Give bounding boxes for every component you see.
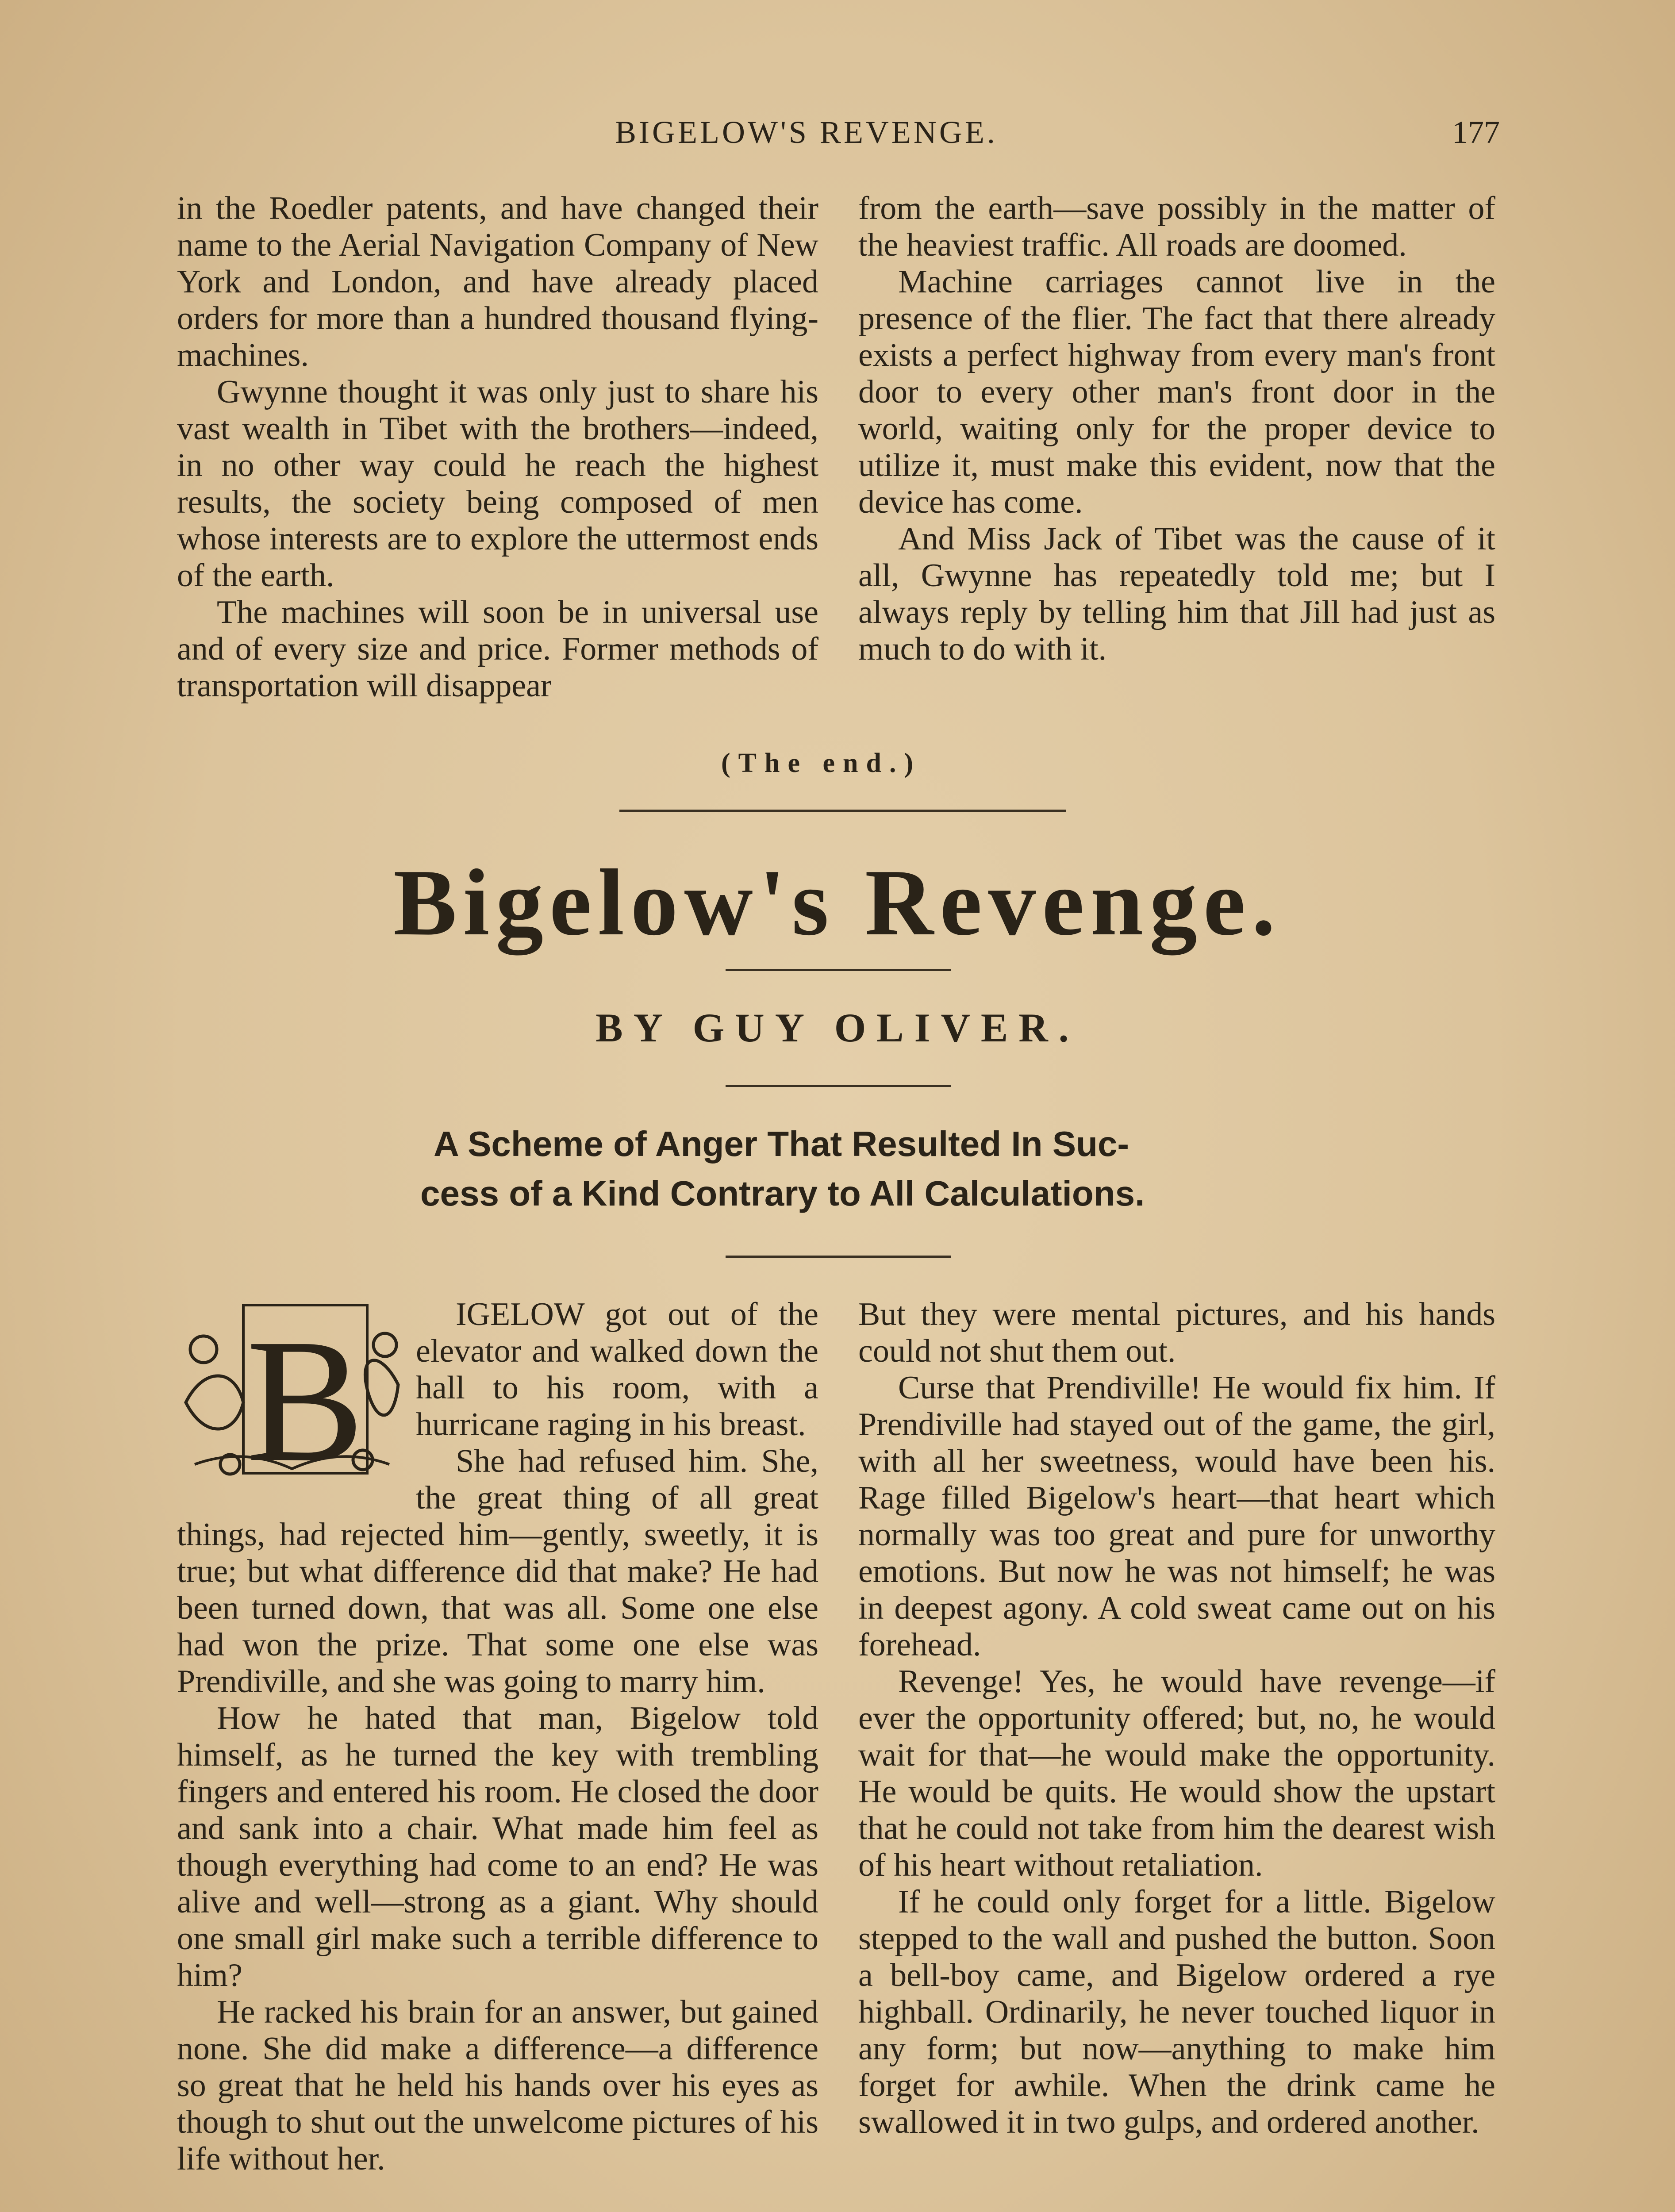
drop-cap-letter: B	[246, 1302, 365, 1482]
paragraph: Revenge! Yes, he would have revenge—if ever the opportunity offered; but, no, he would wait for that—he would make the opportunity. He would be quits. He would show the upstart that he could not take from him the dearest wish of his heart without retaliation.	[858, 1663, 1495, 1883]
story-title: Bigelow's Revenge.	[393, 849, 1282, 955]
drop-cap-icon	[177, 1296, 407, 1482]
story-left-column	[177, 1296, 818, 2177]
paragraph: How he hated that man, Bigelow told himself, as he turned the key with trembling fingers and entered his room. He closed the door and sank into a chair. What made him feel as though everything had come to an end? He was alive and well—strong as a giant. Why should one small girl make such a terrible difference to him?	[177, 1700, 818, 1993]
title-rule	[726, 969, 951, 971]
subhead-line: A Scheme of Anger That Resulted In Suc-	[434, 1124, 1129, 1164]
running-title: BIGELOW'S REVENGE.	[615, 115, 998, 150]
paragraph: And Miss Jack of Tibet was the cause of it all, Gwynne has repeatedly told me; but I always reply by telling him that Jill had just as much to do with it.	[858, 521, 1495, 667]
paragraph: The machines will soon be in universal use and of every size and price. Former methods of transportation will disappear	[177, 594, 818, 704]
paragraph: She had refused him. She, the great thing of all great things, had rejected him—gently, sweetly, it is true; but what difference did that make? He had been turned down, that was all. Some one else had won the prize. That some one else was Prendiville, and she was going to marry him.	[177, 1443, 818, 1700]
subhead-line: cess of a Kind Contrary to All Calculations.	[420, 1174, 1145, 1213]
paragraph: from the earth—save possibly in the matter of the heaviest traffic. All roads are doomed.	[858, 190, 1495, 263]
previous-story-right-column	[858, 190, 1495, 668]
paragraph: Curse that Prendiville! He would fix him. If Prendiville had stayed out of the game, the girl, with all her sweetness, would have been his. Rage filled Bigelow's heart—that heart which normally was too great and pure for unworthy emotions. But now he was not himself; he was in deepest agony. A cold sweat came out on his forehead.	[858, 1370, 1495, 1663]
running-head	[177, 114, 1504, 154]
paragraph: Gwynne thought it was only just to share his vast wealth in Tibet with the brothers—indeed, in no other way could he reach the highest results, the society being composed of men whose interests are to explore the uttermost ends of the earth.	[177, 374, 818, 594]
paragraph: But they were mental pictures, and his hands could not shut them out.	[858, 1296, 1495, 1369]
paragraph: in the Roedler patents, and have changed their name to the Aerial Navigation Company of New York and London, and have already placed orders for more than a hundred thousand flying-machines.	[177, 190, 818, 373]
paragraph: He racked his brain for an answer, but gained none. She did make a difference—a difference so great that he held his hands over his eyes as though to shut out the unwelcome pictures of his life without her.	[177, 1994, 818, 2177]
subhead-rule	[726, 1256, 951, 1258]
page-number: 177	[1452, 115, 1500, 150]
previous-story-left-column	[177, 190, 818, 704]
subhead	[420, 1119, 1261, 1218]
story-right-column	[858, 1296, 1495, 2141]
section-divider	[619, 810, 1066, 812]
paragraph: If he could only forget for a little. Bigelow stepped to the wall and pushed the button. Soon a bell-boy came, and Bigelow ordered a rye highball. Ordinarily, he never touched liquor in any form; but now—anything to make him forget for awhile. When the drink came he swallowed it in two gulps, and ordered another.	[858, 1884, 1495, 2140]
paragraph: IGELOW got out of the elevator and walked down the hall to his room, with a hurricane raging in his breast.	[416, 1296, 818, 1443]
drop-cap-ornament	[177, 1296, 407, 1482]
byline: BY GUY OLIVER.	[595, 1005, 1080, 1050]
end-mark: (The end.)	[721, 748, 922, 778]
paragraph: Machine carriages cannot live in the presence of the flier. The fact that there already exists a perfect highway from every man's front door to every other man's front door in the world, waiting only for the proper device to utilize it, must make this evident, now that the device has come.	[858, 264, 1495, 520]
byline-rule	[726, 1085, 951, 1087]
